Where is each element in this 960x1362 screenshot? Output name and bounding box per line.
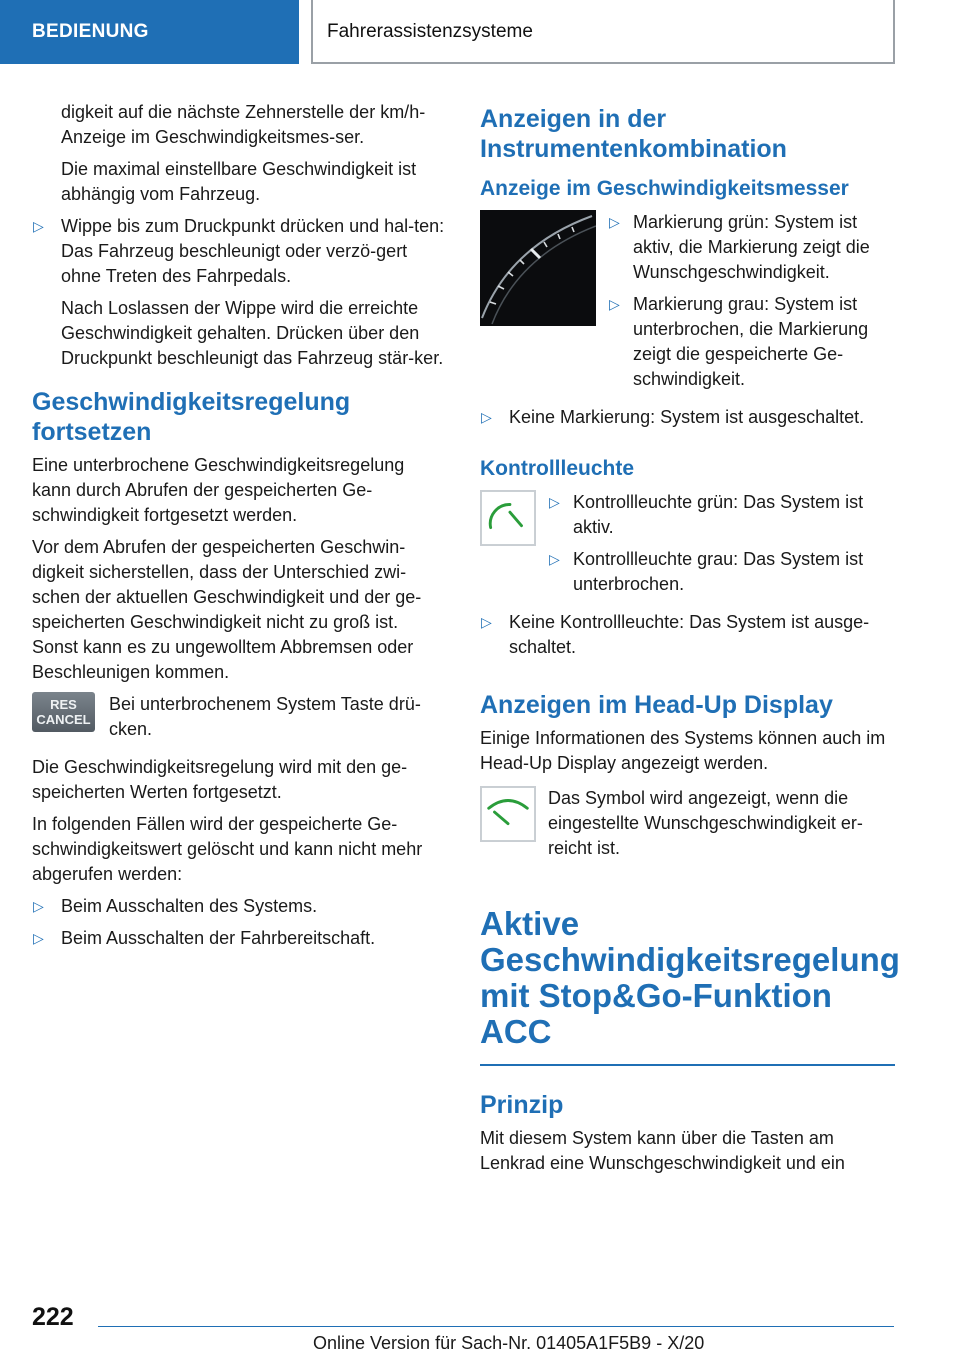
list-item: ▷ Wippe bis zum Druckpunkt drücken und hal-ten: Das Fahrzeug beschleunigt oder verzö-gert ohne Treten des Fahrpedals. [33, 216, 445, 286]
res-button-text: Bei unterbrochenem System Taste drü-cken. [109, 694, 421, 739]
res-cancel-button-icon: RES CANCEL [32, 692, 95, 732]
list-item: ▷ Beim Ausschalten des Systems. [32, 894, 447, 919]
triangle-bullet-icon: ▷ [609, 214, 620, 230]
page-number: 222 [32, 1303, 74, 1331]
triangle-bullet-icon: ▷ [33, 898, 44, 914]
page-header [0, 0, 960, 66]
paragraph: In folgenden Fällen wird der gespeicherte Ge-schwindigkeitswert gelöscht und kann nicht mehr abgerufen werden: [32, 814, 423, 884]
cruise-control-indicator-icon [480, 490, 536, 546]
hud-symbol-row [480, 786, 895, 868]
bullet-continuation: Nach Loslassen der Wippe wird die erreichte Geschwindigkeit gehalten. Drücken über den Druckpunkt beschleunigt das Fahrzeug stär-ker. [61, 298, 444, 368]
section-heading-principle: Prinzip [480, 1091, 564, 1119]
paragraph: Die Geschwindigkeitsregelung wird mit den ge-speicherten Werten fortgesetzt. [32, 757, 408, 802]
hud-symbol-text: Das Symbol wird angezeigt, wenn die eingestellte Wunschgeschwindigkeit er-reicht ist. [548, 788, 863, 858]
triangle-bullet-icon: ▷ [549, 494, 560, 510]
hud-speed-symbol-icon [480, 786, 536, 842]
main-heading-acc: Aktive Geschwindigkeitsregelung mit Stop&Go-Funktion ACC [480, 905, 900, 1050]
section-heading-fortsetzen: Geschwindigkeitsregelung fortsetzen [32, 388, 351, 446]
list-item: ▷ Beim Ausschalten der Fahrbereitschaft. [32, 926, 447, 951]
triangle-bullet-icon: ▷ [481, 409, 492, 425]
intro-paragraph: digkeit auf die nächste Zehnerstelle der km/h-Anzeige im Geschwindigkeitsmes-ser. [61, 102, 426, 147]
left-column [32, 100, 447, 958]
section-heading-instrument: Anzeigen in der Instrumentenkombination [480, 105, 787, 163]
paragraph: Mit diesem System kann über die Tasten am Lenkrad eine Wunschgeschwindigkeit und ein [480, 1128, 845, 1173]
chapter-title: Fahrerassistenzsysteme [311, 0, 895, 64]
paragraph: Vor dem Abrufen der gespeicherten Geschwin-digkeit sicherstellen, dass der Unterschied zwi-schen der aktuellen Geschwindigkeit und der ge-speicherten Geschwindigkeit nicht zu groß ist. Sonst kann es zu ungewolltem Abbremsen oder Beschleunigen kommen. [32, 537, 422, 682]
subheading-speedometer: Anzeige im Geschwindigkeitsmesser [480, 177, 849, 200]
list-item: ▷ Kontrollleuchte grün: Das System ist aktiv. [549, 492, 864, 537]
triangle-bullet-icon: ▷ [33, 218, 44, 234]
indicator-light-row [480, 490, 895, 604]
paragraph: Einige Informationen des Systems können auch im Head-Up Display angezeigt werden. [480, 728, 886, 773]
list-item: ▷ Keine Markierung: System ist ausgeschaltet. [480, 405, 895, 430]
triangle-bullet-icon: ▷ [33, 930, 44, 946]
online-version-note: Online Version für Sach-Nr. 01405A1F5B9 - X/20 [313, 1333, 705, 1353]
triangle-bullet-icon: ▷ [549, 551, 560, 567]
paragraph: Eine unterbrochene Geschwindigkeitsregelung kann durch Abrufen der gespeicherten Ge-schwindigkeit fortgesetzt werden. [32, 455, 405, 525]
list-item: ▷ Kontrollleuchte grau: Das System ist unterbrochen. [549, 549, 864, 594]
intro-paragraph-max: Die maximal einstellbare Geschwindigkeit ist abhängig vom Fahrzeug. [61, 159, 417, 204]
footer-divider [98, 1326, 894, 1327]
list-item: ▷ Markierung grün: System ist aktiv, die Markierung zeigt die Wunschgeschwindigkeit. [609, 212, 870, 282]
triangle-bullet-icon: ▷ [609, 296, 620, 312]
list-item: ▷ Markierung grau: System ist unterbrochen, die Markierung zeigt die gespeicherte Ge-schwindigkeit. [609, 294, 869, 389]
heading-divider [480, 1064, 895, 1066]
triangle-bullet-icon: ▷ [481, 614, 492, 630]
right-column [480, 100, 900, 1183]
res-button-row [32, 692, 447, 749]
subheading-indicator-light: Kontrollleuchte [480, 457, 635, 480]
section-tab: BEDIENUNG [0, 0, 299, 64]
section-heading-hud: Anzeigen im Head-Up Display [480, 691, 833, 719]
speedometer-marking-image [480, 210, 596, 326]
list-item: ▷ Keine Kontrollleuchte: Das System ist ausge-schaltet. [481, 612, 870, 657]
speedometer-row [480, 210, 895, 399]
